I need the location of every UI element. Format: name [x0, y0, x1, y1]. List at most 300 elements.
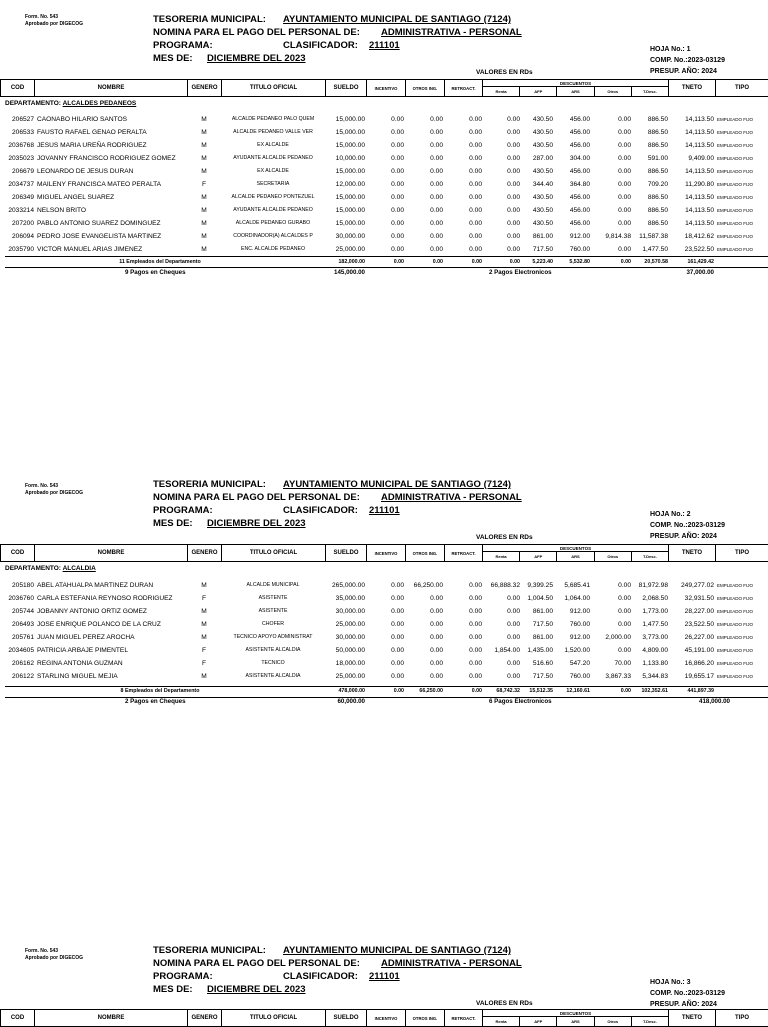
incentive: 0.00 — [366, 605, 404, 618]
employee-code: 2034605 — [0, 644, 34, 657]
retroactive: 0.00 — [444, 217, 482, 230]
comp-number: COMP. No.:2023-03129 — [650, 988, 725, 999]
retroactive: 0.00 — [444, 204, 482, 217]
employee-gender: M — [188, 191, 220, 204]
other-deductions: 70.00 — [590, 657, 631, 670]
tax-renta: 0.00 — [483, 592, 520, 605]
tax-renta: 0.00 — [483, 618, 520, 631]
net-pay: 14,113.50 — [668, 139, 714, 152]
employee-type: EMPLEADO FIJO — [717, 178, 768, 191]
other-income: 0.00 — [405, 618, 443, 631]
tax-renta: 0.00 — [483, 165, 520, 178]
retroactive: 0.00 — [444, 139, 482, 152]
afp-deduction: 717.50 — [520, 618, 553, 631]
total-retroact: 0.00 — [444, 686, 482, 696]
clasificador-label: CLASIFICADOR: — [283, 970, 358, 983]
afp-deduction: 861.00 — [520, 605, 553, 618]
tax-renta: 0.00 — [483, 191, 520, 204]
employee-type: EMPLEADO FIJO — [717, 113, 768, 126]
total-afp: 15,512.35 — [520, 686, 553, 696]
mes-label: MES DE: — [153, 52, 193, 65]
employee-name: MAILENY FRANCISCA MATEO PERALTA — [37, 178, 187, 191]
other-income: 0.00 — [405, 243, 443, 256]
total-deductions: 81,972.98 — [631, 579, 668, 592]
employee-row — [0, 592, 768, 605]
employee-type: EMPLEADO FIJO — [717, 605, 768, 618]
department-label: DEPARTAMENTO: — [5, 565, 61, 572]
totals-label: 11 Empleados del Departamento — [40, 257, 280, 267]
employee-code: 207200 — [0, 217, 34, 230]
col-retroact: RETROACT. — [445, 80, 483, 97]
retroactive: 0.00 — [444, 579, 482, 592]
col-otros: Otros — [594, 87, 631, 96]
other-deductions: 2,000.00 — [590, 631, 631, 644]
col-tneto: TNETO — [669, 80, 716, 97]
employee-gender: M — [188, 670, 220, 683]
total-otros: 0.00 — [590, 686, 631, 696]
employee-title: ALCALDE PEDANEO GURABO — [221, 217, 325, 230]
retroactive: 0.00 — [444, 230, 482, 243]
ars-deduction: 5,685.41 — [553, 579, 590, 592]
descuentos-label: DESCUENTOS — [483, 1010, 668, 1017]
totals-label: 8 Empleados del Departamento — [40, 686, 280, 696]
total-otros: 0.00 — [590, 257, 631, 267]
employee-title: ASISTENTE ALCALDIA — [221, 670, 325, 683]
col-ars: ARS — [556, 552, 593, 561]
ars-deduction: 547.20 — [553, 657, 590, 670]
col-titulo: TITULO OFICIAL — [222, 80, 326, 97]
salary: 15,000.00 — [325, 217, 365, 230]
col-tdesc: T.Desc. — [631, 1017, 668, 1026]
salary: 25,000.00 — [325, 618, 365, 631]
nomina-label: NOMINA PARA EL PAGO DEL PERSONAL DE: — [153, 957, 360, 970]
other-deductions: 9,814.38 — [590, 230, 631, 243]
retroactive: 0.00 — [444, 191, 482, 204]
ars-deduction: 456.00 — [553, 217, 590, 230]
tesoreria-label: TESORERIA MUNICIPAL: — [153, 944, 266, 957]
valores-label: VALORES EN RDs — [476, 1000, 533, 1007]
tax-renta: 1,854.00 — [483, 644, 520, 657]
incentive: 0.00 — [366, 152, 404, 165]
incentive: 0.00 — [366, 592, 404, 605]
other-deductions: 0.00 — [590, 592, 631, 605]
other-income: 0.00 — [405, 139, 443, 152]
afp-deduction: 1,004.50 — [520, 592, 553, 605]
tax-renta: 0.00 — [483, 631, 520, 644]
incentive: 0.00 — [366, 113, 404, 126]
mes-value: DICIEMBRE DEL 2023 — [207, 52, 306, 65]
descuentos-label: DESCUENTOS — [483, 80, 668, 87]
employee-name: JOSE ENRIQUE POLANCO DE LA CRUZ — [37, 618, 187, 631]
retroactive: 0.00 — [444, 152, 482, 165]
net-pay: 32,931.50 — [668, 592, 714, 605]
column-header-row — [0, 79, 768, 97]
total-deductions: 886.50 — [631, 217, 668, 230]
total-deductions: 4,809.00 — [631, 644, 668, 657]
total-deductions: 591.00 — [631, 152, 668, 165]
col-titulo: TITULO OFICIAL — [222, 1010, 326, 1027]
total-deductions: 886.50 — [631, 191, 668, 204]
employee-rows — [0, 113, 768, 256]
afp-deduction: 9,399.25 — [520, 579, 553, 592]
hoja-number: HOJA No.: 1 — [650, 44, 691, 55]
other-deductions: 0.00 — [590, 243, 631, 256]
ars-deduction: 456.00 — [553, 126, 590, 139]
col-tneto: TNETO — [669, 545, 716, 562]
col-tipo: TIPO — [716, 1010, 768, 1027]
afp-deduction: 430.50 — [520, 139, 553, 152]
col-afp: AFP — [519, 1017, 556, 1026]
incentive: 0.00 — [366, 579, 404, 592]
net-pay: 11,290.80 — [668, 178, 714, 191]
hoja-number: HOJA No.: 2 — [650, 509, 691, 520]
col-tdesc: T.Desc. — [631, 87, 668, 96]
other-income: 0.00 — [405, 592, 443, 605]
col-otros-ing: OTROS ING. — [406, 545, 445, 562]
employee-gender: M — [188, 230, 220, 243]
retroactive: 0.00 — [444, 618, 482, 631]
afp-deduction: 430.50 — [520, 191, 553, 204]
retroactive: 0.00 — [444, 631, 482, 644]
salary: 30,000.00 — [325, 605, 365, 618]
other-income: 0.00 — [405, 217, 443, 230]
other-deductions: 0.00 — [590, 644, 631, 657]
other-income: 0.00 — [405, 191, 443, 204]
net-pay: 26,227.00 — [668, 631, 714, 644]
employee-type: EMPLEADO FIJO — [717, 126, 768, 139]
employee-row — [0, 204, 768, 217]
ars-deduction: 760.00 — [553, 670, 590, 683]
nomina-value: ADMINISTRATIVA - PERSONAL — [381, 26, 522, 39]
salary: 30,000.00 — [325, 230, 365, 243]
ars-deduction: 364.80 — [553, 178, 590, 191]
net-pay: 14,113.50 — [668, 204, 714, 217]
employee-title: ASISTENTE — [221, 592, 325, 605]
total-deductions: 886.50 — [631, 126, 668, 139]
employee-gender: M — [188, 113, 220, 126]
employee-title: ALCALDE PEDANEO PALO QUEM — [221, 113, 325, 126]
col-ars: ARS — [556, 87, 593, 96]
salary: 25,000.00 — [325, 243, 365, 256]
incentive: 0.00 — [366, 631, 404, 644]
total-renta: 0.00 — [483, 257, 520, 267]
salary: 10,000.00 — [325, 152, 365, 165]
employee-name: PABLO ANTONIO SUAREZ DOMINGUEZ — [37, 217, 187, 230]
tax-renta: 0.00 — [483, 243, 520, 256]
total-deductions: 886.50 — [631, 165, 668, 178]
tax-renta: 0.00 — [483, 230, 520, 243]
retroactive: 0.00 — [444, 592, 482, 605]
department-totals-row — [0, 686, 768, 696]
total-deductions: 1,133.80 — [631, 657, 668, 670]
col-tipo: TIPO — [716, 545, 768, 562]
tesoreria-label: TESORERIA MUNICIPAL: — [153, 478, 266, 491]
net-pay: 249,277.02 — [668, 579, 714, 592]
col-ars: ARS — [556, 1017, 593, 1026]
employee-type: EMPLEADO FIJO — [717, 152, 768, 165]
employee-type: EMPLEADO FIJO — [717, 243, 768, 256]
employee-code: 206349 — [0, 191, 34, 204]
employee-type: EMPLEADO FIJO — [717, 644, 768, 657]
employee-gender: M — [188, 217, 220, 230]
col-tipo: TIPO — [716, 80, 768, 97]
electronic-amount: 37,000.00 — [650, 268, 714, 278]
employee-title: TECNICO APOYO ADMINISTRAT — [221, 631, 325, 644]
mes-label: MES DE: — [153, 983, 193, 996]
total-deductions: 886.50 — [631, 204, 668, 217]
employee-code: 206493 — [0, 618, 34, 631]
incentive: 0.00 — [366, 191, 404, 204]
payments-summary — [0, 697, 768, 707]
other-income: 0.00 — [405, 670, 443, 683]
cheques-amount: 60,000.00 — [300, 697, 365, 707]
employee-name: STARLING MIGUEL MEJIA — [37, 670, 187, 683]
tax-renta: 0.00 — [483, 178, 520, 191]
employee-code: 205761 — [0, 631, 34, 644]
employee-gender: M — [188, 165, 220, 178]
col-renta: Renta — [483, 1017, 519, 1026]
incentive: 0.00 — [366, 644, 404, 657]
total-deductions: 2,068.50 — [631, 592, 668, 605]
electronic-label: 2 Pagos Electronicos — [489, 268, 552, 278]
tax-renta: 0.00 — [483, 204, 520, 217]
hoja-number: HOJA No.: 3 — [650, 977, 691, 988]
retroactive: 0.00 — [444, 243, 482, 256]
total-deductions: 1,773.00 — [631, 605, 668, 618]
nomina-label: NOMINA PARA EL PAGO DEL PERSONAL DE: — [153, 26, 360, 39]
employee-row — [0, 230, 768, 243]
nomina-value: ADMINISTRATIVA - PERSONAL — [381, 491, 522, 504]
retroactive: 0.00 — [444, 113, 482, 126]
employee-name: LEONARDO DE JESUS DURAN — [37, 165, 187, 178]
col-tdesc: T.Desc. — [631, 552, 668, 561]
clasificador-label: CLASIFICADOR: — [283, 504, 358, 517]
employee-gender: M — [188, 243, 220, 256]
afp-deduction: 430.50 — [520, 126, 553, 139]
col-genero: GENERO — [188, 1010, 222, 1027]
employee-code: 2035023 — [0, 152, 34, 165]
employee-code: 205744 — [0, 605, 34, 618]
retroactive: 0.00 — [444, 605, 482, 618]
total-afp: 5,223.40 — [520, 257, 553, 267]
employee-gender: M — [188, 152, 220, 165]
other-deductions: 0.00 — [590, 191, 631, 204]
employee-gender: M — [188, 631, 220, 644]
col-nombre: NOMBRE — [35, 80, 188, 97]
employee-row — [0, 152, 768, 165]
employee-row — [0, 217, 768, 230]
col-sueldo: SUELDO — [326, 1010, 367, 1027]
col-cod: COD — [1, 80, 35, 97]
other-income: 0.00 — [405, 152, 443, 165]
total-otros-ing: 0.00 — [405, 257, 443, 267]
presup-year: PRESUP. AÑO: 2024 — [650, 531, 717, 542]
employee-row — [0, 126, 768, 139]
net-pay: 16,866.20 — [668, 657, 714, 670]
other-deductions: 0.00 — [590, 178, 631, 191]
other-deductions: 0.00 — [590, 152, 631, 165]
col-renta: Renta — [483, 552, 519, 561]
employee-gender: F — [188, 644, 220, 657]
ars-deduction: 760.00 — [553, 243, 590, 256]
other-income: 0.00 — [405, 631, 443, 644]
tax-renta: 66,888.32 — [483, 579, 520, 592]
approved-by: Aprobado por DIGECOG — [25, 490, 83, 497]
net-pay: 14,113.50 — [668, 113, 714, 126]
presup-year: PRESUP. AÑO: 2024 — [650, 999, 717, 1010]
incentive: 0.00 — [366, 657, 404, 670]
other-deductions: 0.00 — [590, 605, 631, 618]
afp-deduction: 430.50 — [520, 113, 553, 126]
total-sueldo: 182,000.00 — [325, 257, 365, 267]
employee-row — [0, 579, 768, 592]
col-titulo: TITULO OFICIAL — [222, 545, 326, 562]
employee-row — [0, 243, 768, 256]
incentive: 0.00 — [366, 230, 404, 243]
other-deductions: 0.00 — [590, 126, 631, 139]
col-incentivo: INCENTIVO — [367, 80, 406, 97]
afp-deduction: 430.50 — [520, 217, 553, 230]
salary: 18,000.00 — [325, 657, 365, 670]
other-income: 0.00 — [405, 230, 443, 243]
col-retroact: RETROACT. — [445, 1010, 483, 1027]
employee-gender: F — [188, 657, 220, 670]
net-pay: 19,655.17 — [668, 670, 714, 683]
employee-type: EMPLEADO FIJO — [717, 670, 768, 683]
tesoreria-label: TESORERIA MUNICIPAL: — [153, 13, 266, 26]
incentive: 0.00 — [366, 126, 404, 139]
afp-deduction: 1,435.00 — [520, 644, 553, 657]
employee-gender: F — [188, 592, 220, 605]
ars-deduction: 456.00 — [553, 165, 590, 178]
cheques-label: 9 Pagos en Cheques — [125, 268, 186, 278]
ars-deduction: 760.00 — [553, 618, 590, 631]
col-descuentos — [483, 80, 669, 97]
incentive: 0.00 — [366, 139, 404, 152]
electronic-amount: 418,000.00 — [650, 697, 730, 707]
other-income: 0.00 — [405, 178, 443, 191]
column-header-row — [0, 1009, 768, 1027]
tax-renta: 0.00 — [483, 113, 520, 126]
salary: 50,000.00 — [325, 644, 365, 657]
employee-title: AYUDANTE ALCALDE PEDANEO — [221, 204, 325, 217]
other-deductions: 0.00 — [590, 618, 631, 631]
total-deductions: 886.50 — [631, 139, 668, 152]
employee-type: EMPLEADO FIJO — [717, 631, 768, 644]
col-sueldo: SUELDO — [326, 545, 367, 562]
employee-gender: M — [188, 605, 220, 618]
afp-deduction: 717.50 — [520, 670, 553, 683]
total-sueldo: 478,000.00 — [325, 686, 365, 696]
total-deductions: 886.50 — [631, 113, 668, 126]
tax-renta: 0.00 — [483, 657, 520, 670]
employee-row — [0, 178, 768, 191]
afp-deduction: 516.60 — [520, 657, 553, 670]
other-income: 0.00 — [405, 657, 443, 670]
other-deductions: 0.00 — [590, 579, 631, 592]
net-pay: 23,522.50 — [668, 243, 714, 256]
col-afp: AFP — [519, 552, 556, 561]
employee-code: 206679 — [0, 165, 34, 178]
employee-title: ALCALDE PEDANEO VALLE VER — [221, 126, 325, 139]
other-deductions: 0.00 — [590, 204, 631, 217]
employee-name: PEDRO JOSE EVANGELISTA MARTINEZ — [37, 230, 187, 243]
employee-title: ALCALDE MUNICIPAL — [221, 579, 325, 592]
employee-type: EMPLEADO FIJO — [717, 217, 768, 230]
department-heading — [5, 565, 96, 572]
ars-deduction: 456.00 — [553, 204, 590, 217]
col-afp: AFP — [519, 87, 556, 96]
salary: 25,000.00 — [325, 670, 365, 683]
employee-type: EMPLEADO FIJO — [717, 618, 768, 631]
col-otros: Otros — [594, 1017, 631, 1026]
total-retroact: 0.00 — [444, 257, 482, 267]
employee-name: REGINA ANTONIA GUZMAN — [37, 657, 187, 670]
incentive: 0.00 — [366, 670, 404, 683]
valores-label: VALORES EN RDs — [476, 534, 533, 541]
col-cod: COD — [1, 545, 35, 562]
programa-label: PROGRAMA: — [153, 504, 213, 517]
employee-title: SECRETARIA — [221, 178, 325, 191]
employee-code: 205180 — [0, 579, 34, 592]
employee-name: FAUSTO RAFAEL GENAO PERALTA — [37, 126, 187, 139]
programa-label: PROGRAMA: — [153, 970, 213, 983]
employee-name: CARLA ESTEFANIA REYNOSO RODRIGUEZ — [37, 592, 187, 605]
afp-deduction: 287.00 — [520, 152, 553, 165]
ars-deduction: 456.00 — [553, 113, 590, 126]
col-nombre: NOMBRE — [35, 1010, 188, 1027]
employee-name: PATRICIA ARBAJE PIMENTEL — [37, 644, 187, 657]
afp-deduction: 344.40 — [520, 178, 553, 191]
presup-year: PRESUP. AÑO: 2024 — [650, 66, 717, 77]
approved-by: Aprobado por DIGECOG — [25, 955, 83, 962]
retroactive: 0.00 — [444, 126, 482, 139]
col-otros-ing: OTROS ING. — [406, 1010, 445, 1027]
electronic-label: 6 Pagos Electronicos — [489, 697, 552, 707]
col-genero: GENERO — [188, 80, 222, 97]
employee-title: ENC. ALCALDE PEDANEO — [221, 243, 325, 256]
net-pay: 28,227.00 — [668, 605, 714, 618]
employee-row — [0, 631, 768, 644]
other-deductions: 0.00 — [590, 217, 631, 230]
ars-deduction: 304.00 — [553, 152, 590, 165]
col-otros-ing: OTROS ING. — [406, 80, 445, 97]
employee-type: EMPLEADO FIJO — [717, 165, 768, 178]
other-deductions: 0.00 — [590, 113, 631, 126]
net-pay: 14,113.50 — [668, 165, 714, 178]
department-name: ALCALDES PEDANEOS — [63, 100, 137, 107]
other-income: 66,250.00 — [405, 579, 443, 592]
employee-row — [0, 644, 768, 657]
other-income: 0.00 — [405, 165, 443, 178]
employee-gender: M — [188, 579, 220, 592]
employee-title: EX ALCALDE — [221, 165, 325, 178]
ars-deduction: 912.00 — [553, 631, 590, 644]
employee-rows — [0, 579, 768, 683]
net-pay: 18,412.62 — [668, 230, 714, 243]
incentive: 0.00 — [366, 217, 404, 230]
comp-number: COMP. No.:2023-03129 — [650, 520, 725, 531]
employee-name: JOBANNY ANTONIO ORTIZ GOMEZ — [37, 605, 187, 618]
salary: 15,000.00 — [325, 191, 365, 204]
other-income: 0.00 — [405, 644, 443, 657]
employee-title: CHOFER — [221, 618, 325, 631]
mes-value: DICIEMBRE DEL 2023 — [207, 983, 306, 996]
employee-name: NELSON BRITO — [37, 204, 187, 217]
mes-value: DICIEMBRE DEL 2023 — [207, 517, 306, 530]
total-otros-ing: 66,250.00 — [405, 686, 443, 696]
employee-name: VICTOR MANUEL ARIAS JIMENEZ — [37, 243, 187, 256]
